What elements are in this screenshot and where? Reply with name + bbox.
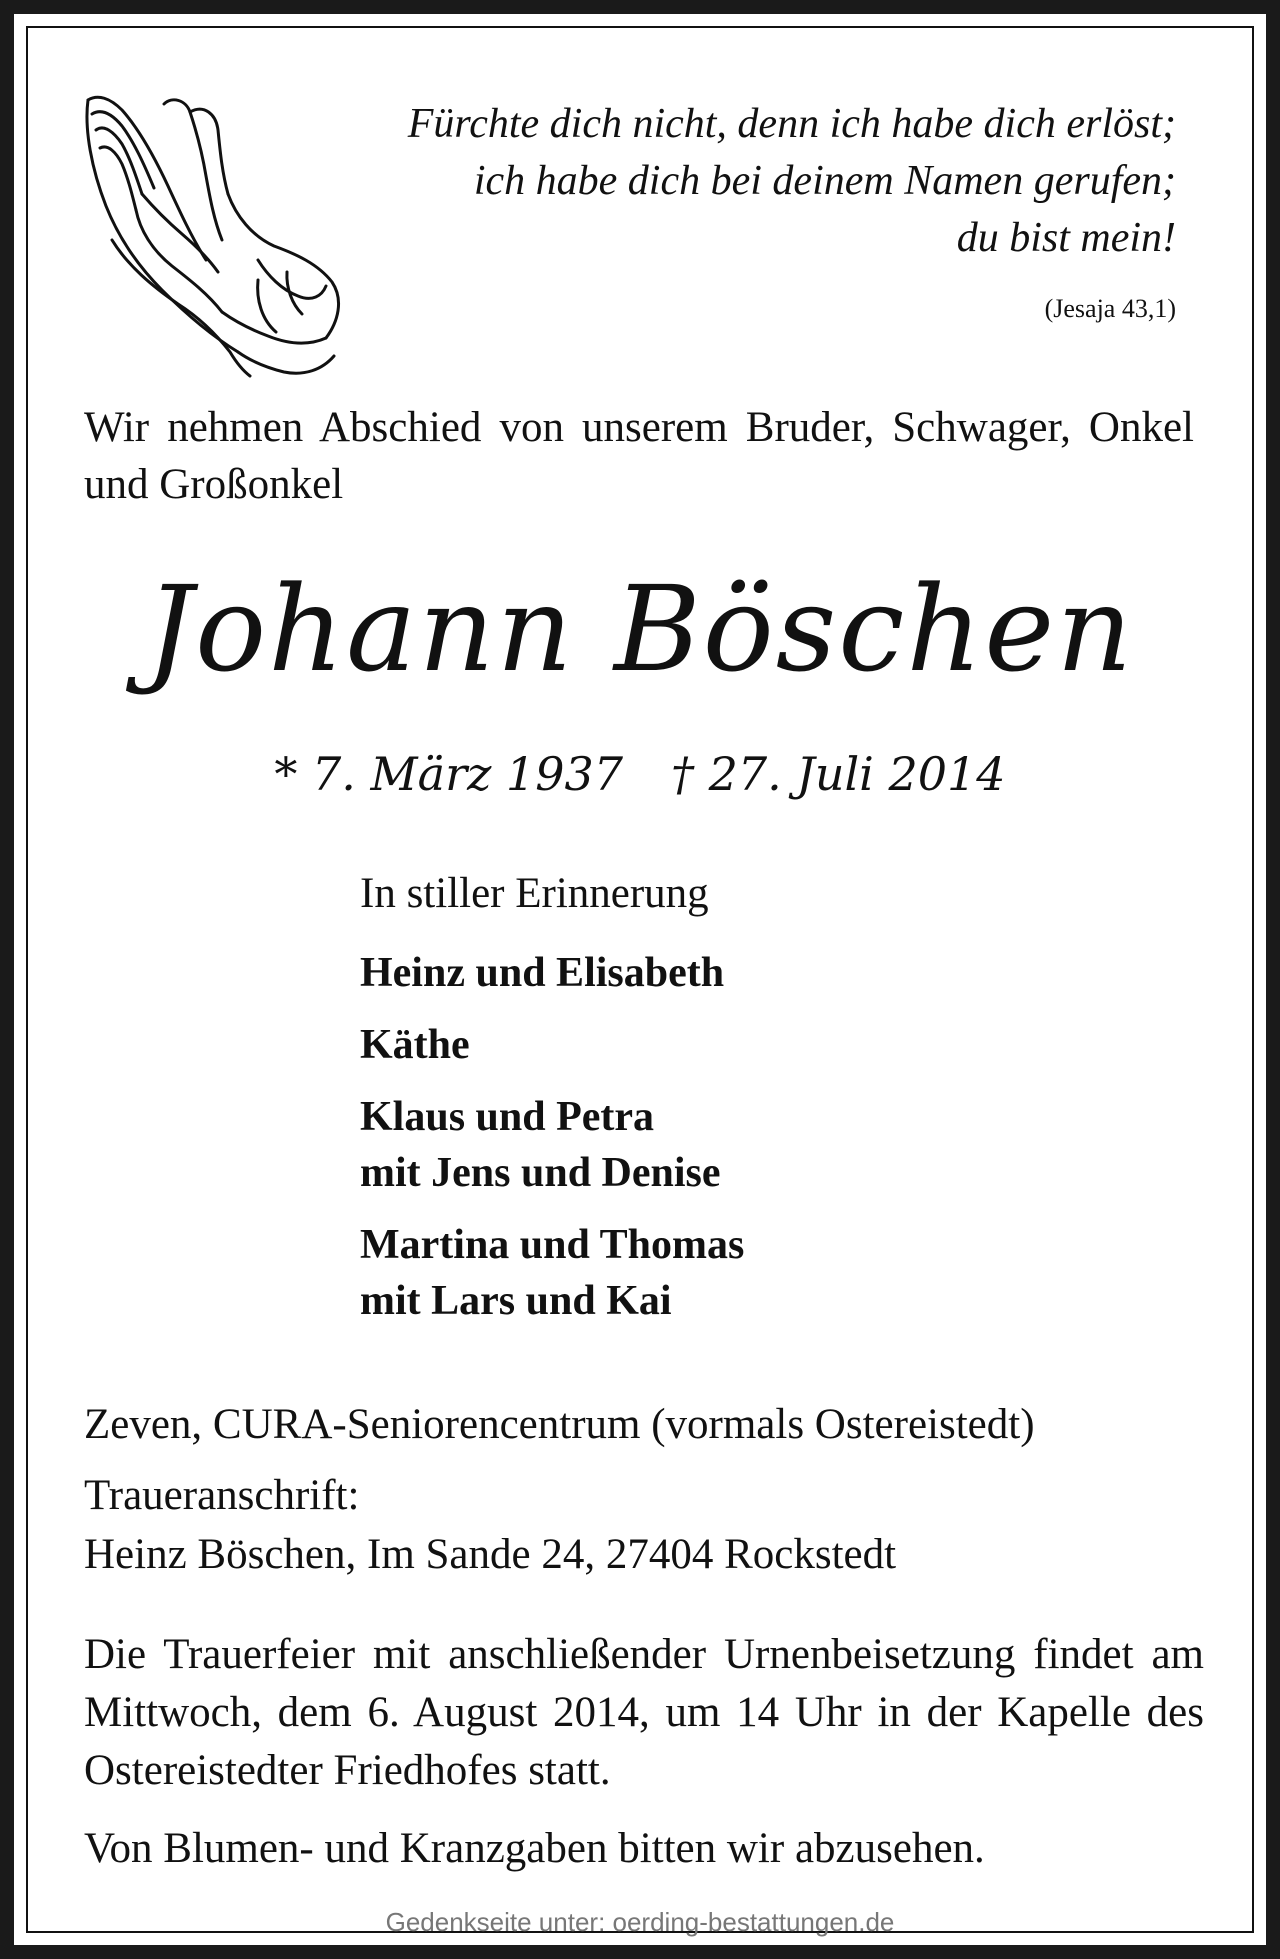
place-line: Zeven, CURA-Seniorencentrum (vormals Ostereistedt): [84, 1401, 1035, 1448]
remembrance-line: In stiller Erinnerung: [360, 870, 709, 917]
mourner-line: Martina und Thomas: [360, 1222, 745, 1268]
mourner-group: [360, 1217, 1160, 1329]
address-text: Heinz Böschen, Im Sande 24, 27404 Rockstedt: [84, 1531, 897, 1578]
birth-date: * 7. März 1937: [274, 747, 623, 801]
life-dates: [14, 744, 1266, 804]
verse-line: ich habe dich bei deinem Namen gerufen;: [473, 158, 1176, 204]
death-date: † 27. Juli 2014: [671, 747, 1006, 801]
address-label: Traueranschrift:: [84, 1472, 360, 1519]
memorial-page-footer: Gedenkseite unter: oerding-bestattungen.de: [385, 1907, 895, 1937]
mourner-line: mit Lars und Kai: [360, 1278, 672, 1324]
mourning-address: [84, 1466, 896, 1584]
farewell-intro: Wir nehmen Abschied von unserem Bruder, Schwager, Onkel und Großonkel: [84, 404, 1194, 508]
obituary-notice: [14, 14, 1266, 1945]
mourner-line: Klaus und Petra: [360, 1094, 655, 1140]
mourner-line: Heinz und Elisabeth: [360, 950, 725, 996]
mourner-line: Käthe: [360, 1022, 470, 1068]
mourner-group: [360, 945, 1160, 1001]
funeral-service-info: Die Trauerfeier mit anschließender Urnenbeisetzung findet am Mittwoch, dem 6. August 2014, um 14 Uhr in der Kapelle des Ostereistedter Friedhofes statt.: [84, 1631, 1204, 1794]
flowers-note: Von Blumen- und Kranzgaben bitten wir abzusehen.: [84, 1825, 985, 1872]
verse-line: Fürchte dich nicht, denn ich habe dich erlöst;: [407, 101, 1176, 147]
bible-verse: [276, 96, 1176, 267]
verse-line: du bist mein!: [956, 215, 1176, 261]
verse-reference: (Jesaja 43,1): [1044, 294, 1176, 323]
deceased-name: Johann Böschen: [145, 560, 1135, 698]
mourner-group: [360, 1089, 1160, 1201]
mourner-line: mit Jens und Denise: [360, 1150, 721, 1196]
mourner-group: [360, 1017, 1160, 1073]
mourners-block: [360, 866, 1160, 1345]
